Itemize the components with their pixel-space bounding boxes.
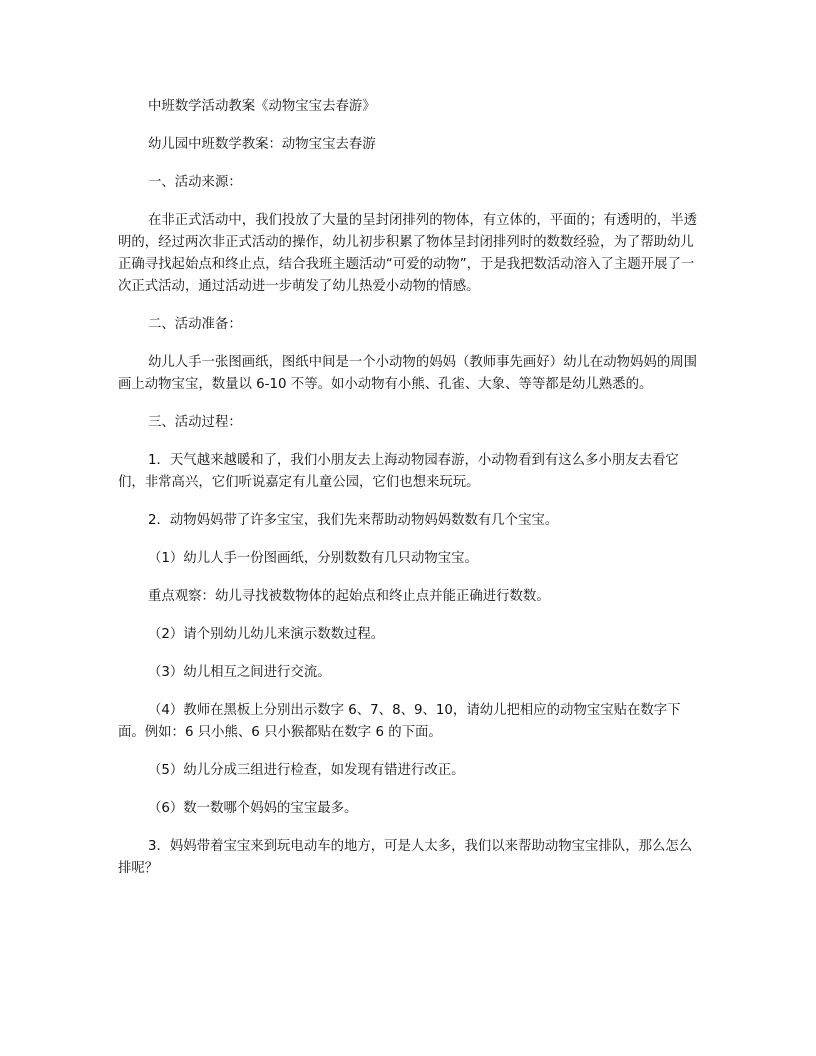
section-heading-preparation: 二、活动准备： — [148, 317, 242, 332]
paragraph-key-observation: 重点观察：幼儿寻找被数物体的起始点和终止点并能正确进行数数。 — [148, 589, 550, 604]
document-body — [118, 96, 698, 880]
paragraph-step-1: 1．天气越来越暖和了，我们小朋友去上海动物园春游，小动物看到有这么多小朋友去看它们，非常高兴，它们听说嘉定有儿童公园，它们也想来玩玩。 — [118, 453, 679, 490]
paragraph-step-3: 3．妈妈带着宝宝来到玩电动车的地方，可是人太多，我们以来帮助动物宝宝排队，那么怎么排呢？ — [118, 839, 693, 876]
paragraph-preparation: 幼儿人手一张图画纸，图纸中间是一个小动物的妈妈（教师事先画好）幼儿在动物妈妈的周围画上动物宝宝，数量以 6-10 不等。如小动物有小熊、孔雀、大象、等等都是幼儿熟悉的。 — [118, 355, 698, 392]
paragraph-substep-4: （4）教师在黑板上分别出示数字 6、7、8、9、10，请幼儿把相应的动物宝宝贴在数字下面。例如：6 只小熊、6 只小猴都贴在数字 6 的下面。 — [118, 703, 681, 740]
paragraph-substep-1: （1）幼儿人手一份图画纸，分别数数有几只动物宝宝。 — [148, 551, 478, 566]
paragraph-source: 在非正式活动中，我们投放了大量的呈封闭排列的物体，有立体的，平面的；有透明的，半透明的，经过两次非正式活动的操作，幼儿初步积累了物体呈封闭排列时的数数经验，为了帮助幼儿正确寻找起始点和终止点，结合我班主题活动“可爱的动物”，于是我把数活动溶入了主题开展了一次正式活动，通过活动进一步萌发了幼儿热爱小动物的情感。 — [118, 213, 698, 294]
paragraph-substep-6: （6）数一数哪个妈妈的宝宝最多。 — [148, 801, 358, 816]
section-heading-process: 三、活动过程： — [148, 415, 242, 430]
paragraph-substep-5: （5）幼儿分成三组进行检查，如发现有错进行改正。 — [148, 763, 465, 778]
paragraph-step-2: 2．动物妈妈带了许多宝宝，我们先来帮助动物妈妈数数有几个宝宝。 — [148, 513, 559, 528]
paragraph-substep-2: （2）请个别幼儿幼儿来演示数数过程。 — [148, 627, 385, 642]
paragraph-substep-3: （3）幼儿相互之间进行交流。 — [148, 665, 331, 680]
section-heading-source: 一、活动来源： — [148, 175, 242, 190]
document-title: 中班数学活动教案《动物宝宝去春游》 — [148, 99, 376, 114]
document-subtitle: 幼儿园中班数学教案：动物宝宝去春游 — [148, 137, 376, 152]
